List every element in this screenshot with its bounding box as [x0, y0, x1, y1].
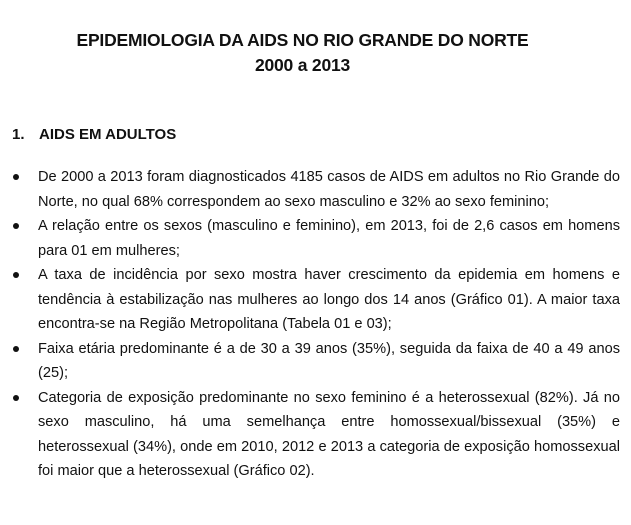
document-title-line-2: 2000 a 2013 [254, 55, 351, 75]
bullet-item [12, 165, 620, 214]
bullet-text: A taxa de incidência por sexo mostra haver crescimento da epidemia em homens e tendência à estabilização nas mulheres ao longo dos 14 anos (Gráfico 01). A maior taxa encontra-se na Região Metropolitana (Tabela 01 e 03); [38, 267, 620, 332]
bullet-text: De 2000 a 2013 foram diagnosticados 4185 casos de AIDS em adultos no Rio Grande do Norte, no qual 68% correspondem ao sexo masculino e 32% ao sexo feminino; [38, 169, 620, 210]
bullet-icon [13, 272, 19, 278]
bullet-icon [13, 395, 19, 401]
bullet-icon [13, 174, 19, 180]
section-title: AIDS EM ADULTOS [39, 126, 177, 143]
bullet-item [12, 214, 620, 263]
bullet-list [12, 165, 620, 484]
section-heading [12, 124, 176, 146]
bullet-icon [13, 223, 19, 229]
bullet-text: A relação entre os sexos (masculino e feminino), em 2013, foi de 2,6 casos em homens para 01 em mulheres; [38, 218, 620, 259]
section-number: 1. [12, 126, 25, 143]
bullet-text: Faixa etária predominante é a de 30 a 39 anos (35%), seguida da faixa de 40 a 49 anos (25); [38, 340, 620, 381]
bullet-item [12, 263, 620, 337]
bullet-text: Categoria de exposição predominante no sexo feminino é a heterossexual (82%). Já no sexo masculino, há uma semelhança entre homossexual/bissexual (35%) e heterossexual (34%), onde em 2010, 2012 e 2013 a categoria de exposição homossexual foi maior que a heterossexual (Gráfico 02). [38, 389, 620, 479]
bullet-icon [13, 346, 19, 352]
bullet-item [12, 337, 620, 386]
document-title-line-1: EPIDEMIOLOGIA DA AIDS NO RIO GRANDE DO NORTE [76, 30, 529, 50]
document-title [0, 28, 605, 78]
bullet-item [12, 386, 620, 484]
